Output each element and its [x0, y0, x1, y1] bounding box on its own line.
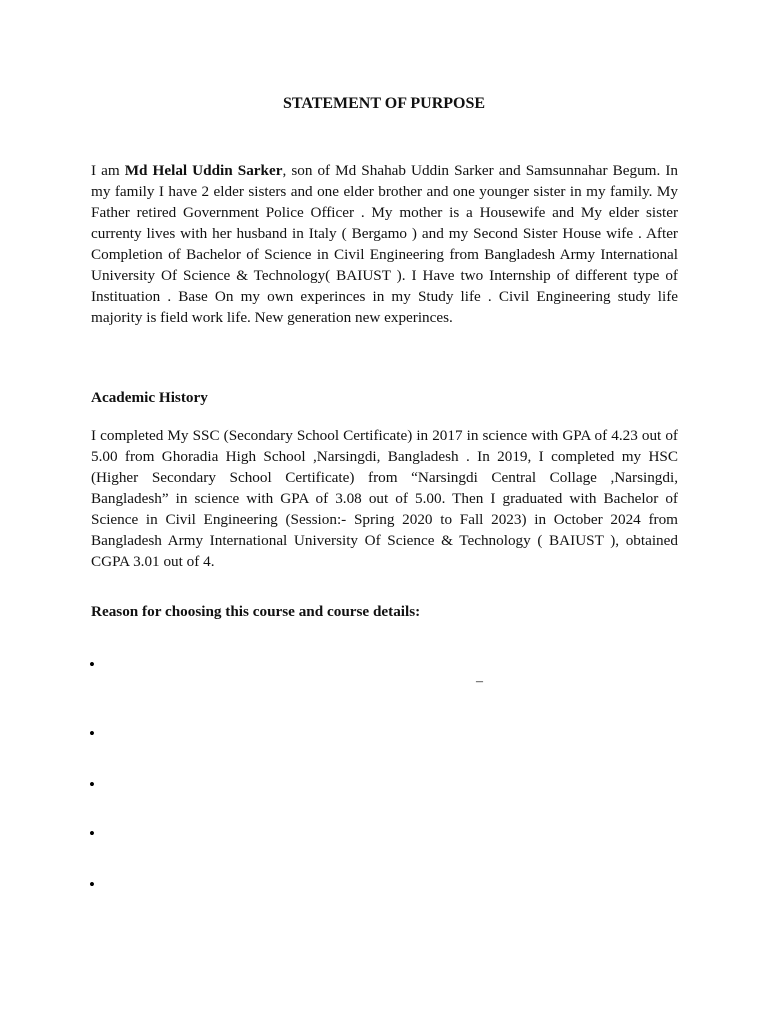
dash-mark: – [476, 674, 483, 689]
academic-history-heading: Academic History [91, 389, 208, 406]
document-title: STATEMENT OF PURPOSE [282, 95, 486, 112]
intro-prefix: I am [91, 162, 125, 179]
reason-heading: Reason for choosing this course and course details: [91, 603, 421, 620]
bullet-4: • [89, 824, 95, 843]
bullet-1: • [89, 655, 95, 674]
intro-body: , son of Md Shahab Uddin Sarker and Samsunnahar Begum. In my family I have 2 elder sisters and one elder brother and one younger sister in my family. My Father retired Government Police Officer . My mother is a Housewife and My elder sister currenty lives with her husband in Italy ( Bergamo ) and my Second Sister House wife . After Completion of Bachelor of Science in Civil Engineering from Bangladesh Army International University Of Science & Technology( BAIUST ). I Have two Internship of different type of Instituation . Base On my own experinces in my Study life . Civil Engineering study life majority is field work life. New generation new experinces. [91, 162, 678, 326]
academic-history-paragraph: I completed My SSC (Secondary School Certificate) in 2017 in science with GPA of 4.23 out of 5.00 from Ghoradia High School ,Narsingdi, Bangladesh . In 2019, I completed my HSC (Higher Secondary School Certificate) from “Narsingdi Central Collage ,Narsingdi, Bangladesh” in science with GPA of 3.08 out of 5.00. Then I graduated with Bachelor of Science in Civil Engineering (Session:- Spring 2020 to Fall 2023) in October 2024 from Bangladesh Army International University Of Science & Technology ( BAIUST ), obtained CGPA 3.01 out of 4. [91, 427, 678, 570]
intro-paragraph [91, 160, 678, 328]
author-name: Md Helal Uddin Sarker [124, 162, 283, 179]
bullet-3: • [89, 775, 95, 794]
bullet-5: • [89, 875, 95, 894]
bullet-2: • [89, 724, 95, 743]
